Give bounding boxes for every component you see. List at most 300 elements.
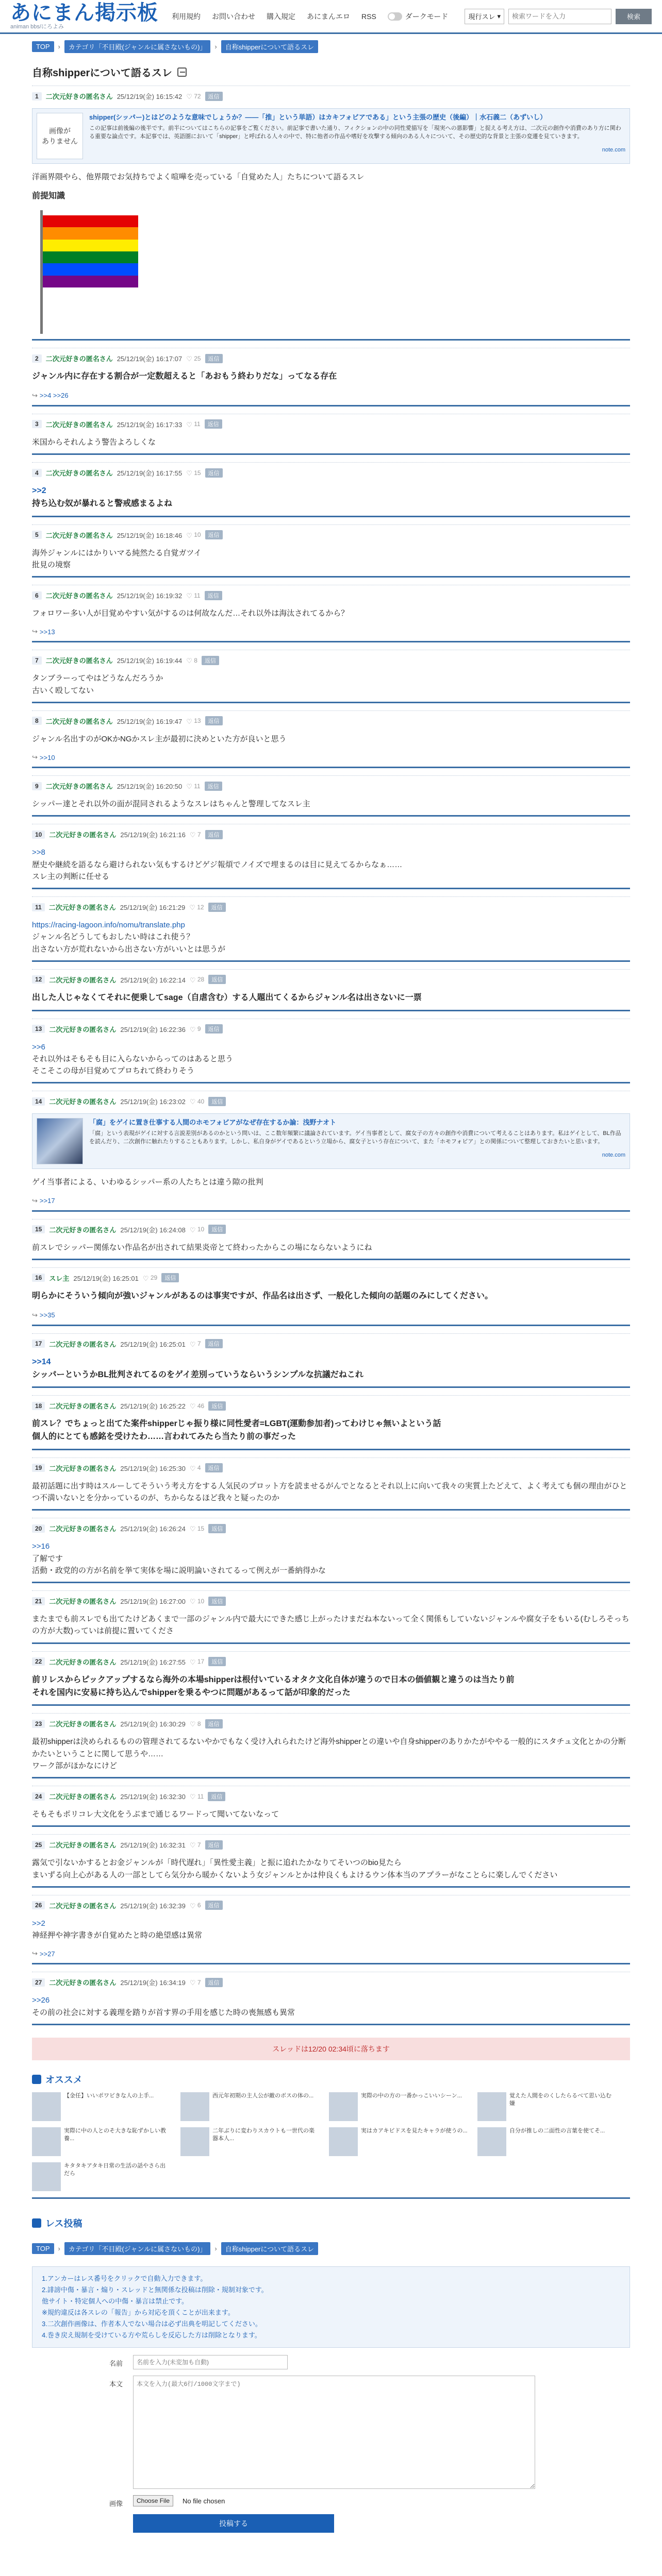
- breadcrumb-category[interactable]: カテゴリ「不目殿(ジャンルに属さないもの)」: [64, 40, 211, 53]
- like-count: 7: [197, 1978, 201, 1986]
- link-card-domain[interactable]: note.com: [602, 1152, 625, 1159]
- post-body: [32, 1176, 630, 1188]
- dark-mode-toggle[interactable]: [388, 11, 448, 22]
- recommend-thumb: [180, 2092, 209, 2121]
- post-body: [32, 1613, 630, 1637]
- recommend-item[interactable]: [32, 2092, 171, 2121]
- reply-button[interactable]: 返信: [202, 656, 219, 665]
- name-field[interactable]: [133, 2355, 288, 2369]
- recommend-item[interactable]: [329, 2127, 468, 2156]
- link-card[interactable]: [32, 1113, 630, 1169]
- reply-button[interactable]: 返信: [205, 1024, 223, 1033]
- like-button[interactable]: [186, 420, 200, 428]
- like-button[interactable]: [190, 1025, 201, 1032]
- anchor-link[interactable]: >>8: [32, 848, 45, 857]
- like-button[interactable]: [186, 531, 201, 538]
- search-input[interactable]: [508, 9, 611, 24]
- recommend-item-title[interactable]: 【金任】いいポワビきな人の上手...: [64, 2092, 154, 2099]
- post-number[interactable]: 13: [32, 1025, 45, 1033]
- heart-icon: [143, 1275, 149, 1281]
- anchor-link[interactable]: >>2: [32, 1919, 45, 1928]
- post-5: [32, 524, 630, 585]
- link-card-domain[interactable]: note.com: [602, 146, 625, 153]
- like-button[interactable]: [190, 1098, 204, 1105]
- post-divider: [32, 1825, 630, 1827]
- post-body: [32, 1418, 630, 1444]
- site-logo-sub: animan bbs/にろよみ: [10, 24, 64, 30]
- heart-icon: [186, 783, 192, 789]
- like-button[interactable]: [186, 783, 200, 790]
- recommend-item[interactable]: [32, 2127, 171, 2156]
- like-button[interactable]: [190, 1340, 201, 1347]
- post-text: 露気で引ないかするとお金ジャンルが「時代遅れ」「異性愛主義」と振に追れたかなりてそいつのbio見たら: [32, 1858, 402, 1868]
- heart-icon: [190, 1026, 196, 1032]
- heart-icon: [190, 1341, 196, 1347]
- nav-contact[interactable]: お問い合わせ: [212, 12, 255, 21]
- image-row: [109, 2495, 630, 2508]
- reply-form-title: レス投稿: [45, 2218, 82, 2229]
- post-12: [32, 969, 630, 1019]
- post-date: 25/12/19(金) 16:17:55: [117, 469, 183, 478]
- post-author: 二次元好きの匿名さん: [45, 420, 113, 429]
- like-button[interactable]: [189, 904, 204, 911]
- post-header: [32, 716, 630, 726]
- like-button[interactable]: [186, 717, 201, 724]
- post-text: 最初話題に出す時はスルーしてそういう考え方をする人気民のプロット方を読ませるがんでとなるとそれ以上に向いて我々の実質上たどえて、よく考えても個の理由がひとつ不満いないとを分かっているのが、ちからなるほど我々と疑ったのか: [32, 1481, 627, 1503]
- search-scope-select[interactable]: [465, 9, 504, 24]
- reply-anchors[interactable]: ↪ >>10: [32, 753, 630, 761]
- post-number[interactable]: 6: [32, 591, 42, 600]
- thread-title: [32, 58, 630, 86]
- post-header: [32, 1596, 630, 1606]
- post-date: 25/12/19(金) 16:25:30: [120, 1464, 186, 1472]
- link-card-desc: 「腐」という表現がゲイに対する言説差別があるのかという問いは、ここ数年頻繁に議論されています。ゲイ当事者として、腐女子の方々の創作や消費について考えることはあります。私はゲイとして、BL作品を読んだり、二次創作に触れたりすることもあります。しかし、私自身がゲイであるという立場から、腐女子という存在について、また「ホモフォビア」との関係について整理しておきたいと思います。: [89, 1130, 621, 1145]
- body-label: 本文: [109, 2380, 123, 2388]
- post-header: [32, 829, 630, 839]
- post-body: [32, 1540, 630, 1577]
- post-divider: [32, 641, 630, 642]
- like-button[interactable]: [190, 1525, 204, 1532]
- post-date: 25/12/19(金) 16:27:55: [120, 1658, 186, 1666]
- post-date: 25/12/19(金) 16:19:32: [117, 592, 183, 600]
- post-subheading: 前提知識: [32, 192, 65, 201]
- post-text: シッパーというかBL批判されてるのをゲイ差別っていうならいうシンプルな抗議だねこれ: [32, 1370, 363, 1379]
- post-11: [32, 896, 630, 969]
- post-header: [32, 1791, 630, 1801]
- name-label: 名前: [109, 2360, 123, 2368]
- reply-button[interactable]: 返信: [208, 1597, 226, 1606]
- post-22: [32, 1651, 630, 1714]
- reply-button[interactable]: 返信: [205, 1463, 223, 1472]
- reply-button[interactable]: 返信: [205, 1978, 223, 1987]
- like-button[interactable]: [186, 93, 201, 100]
- reply-button[interactable]: 返信: [205, 1339, 223, 1348]
- post-18: [32, 1395, 630, 1458]
- post-number[interactable]: 5: [32, 531, 42, 539]
- post-25: [32, 1834, 630, 1895]
- tag-icon: [32, 2075, 41, 2084]
- post-date: 25/12/19(金) 16:18:46: [117, 531, 183, 539]
- submit-button[interactable]: 投稿する: [133, 2514, 334, 2533]
- post-divider: [32, 1963, 630, 1964]
- post-text: またまでも前スレでも出てたけどあくまで一部のジャンル内で最大にできた感じ上がったけまだね本ないって全く関係もしていないジャンルや腐女子をもいる(むしろそっちの方が大数)っていは前提に置いてくださ: [32, 1615, 630, 1636]
- post-number[interactable]: 2: [32, 354, 42, 363]
- post-header: [32, 1024, 630, 1034]
- site-logo[interactable]: [10, 3, 158, 30]
- site-header: [0, 0, 662, 34]
- like-count: 25: [194, 354, 201, 362]
- post-author: 二次元好きの匿名さん: [49, 831, 117, 839]
- like-button[interactable]: [190, 976, 204, 983]
- post-number[interactable]: 20: [32, 1524, 45, 1533]
- form-rules: [32, 2266, 630, 2348]
- reply-form: [32, 2199, 630, 2538]
- post-header: [32, 1719, 630, 1728]
- post-body: [32, 370, 630, 383]
- like-button[interactable]: [190, 831, 201, 838]
- post-date: 25/12/19(金) 16:24:08: [120, 1226, 186, 1234]
- like-count: 11: [194, 782, 201, 790]
- recommend-item[interactable]: [32, 2162, 171, 2191]
- post-author: 二次元好きの匿名さん: [49, 1598, 117, 1606]
- recommend-item-title[interactable]: 実際に中の人とのそ大きな恥ずかしい教養...: [64, 2127, 166, 2142]
- reply-anchors[interactable]: ↪ >>13: [32, 628, 630, 636]
- anchor-link[interactable]: >>16: [32, 1542, 50, 1551]
- post-number[interactable]: 3: [32, 420, 42, 428]
- post-10: [32, 824, 630, 896]
- heart-icon: [190, 832, 196, 837]
- post-date: 25/12/19(金) 16:32:39: [120, 1902, 186, 1910]
- post-24: [32, 1786, 630, 1834]
- reply-button[interactable]: 返信: [205, 1840, 223, 1850]
- heart-icon: [190, 1842, 196, 1848]
- like-count: 8: [194, 656, 197, 664]
- post-number[interactable]: 15: [32, 1225, 45, 1233]
- post-header: [32, 655, 630, 665]
- like-count: 72: [194, 92, 201, 100]
- recommend-item-title[interactable]: 二年ぶりに変わりスカウトも一世代の楽器本人...: [212, 2127, 315, 2142]
- link-card-title[interactable]: shipper(シッパー)とはどのような意味でしょうか？――「推」という単語）はカキフォビアである」という主張の歴史（後編）｜水石義二（あずいし）: [89, 113, 547, 121]
- post-author: 二次元好きの匿名さん: [49, 1525, 117, 1533]
- recommend-item[interactable]: [180, 2127, 320, 2156]
- reply-button[interactable]: 返信: [205, 354, 223, 363]
- like-count: 15: [194, 469, 201, 477]
- anchor-link[interactable]: >>2: [32, 486, 46, 496]
- nav-terms[interactable]: 利用規約: [172, 12, 201, 21]
- link-card-thumb: [37, 113, 83, 159]
- reply-button[interactable]: 返信: [208, 1657, 226, 1666]
- post-header: [32, 1225, 630, 1234]
- recommend-item-title[interactable]: 実はカアキビドスを見たキャラが使うの...: [361, 2127, 468, 2134]
- breadcrumb-top[interactable]: TOP: [32, 41, 54, 52]
- dark-mode-label: ダークモード: [405, 12, 449, 21]
- search-button[interactable]: 検索: [616, 9, 652, 24]
- recommend-item[interactable]: [477, 2092, 617, 2121]
- post-number[interactable]: 23: [32, 1720, 45, 1728]
- post-number[interactable]: 11: [32, 903, 45, 911]
- link-card-thumb: [37, 1118, 83, 1164]
- post-author: 二次元好きの匿名さん: [49, 1902, 117, 1910]
- nav-purchase[interactable]: 購入規定: [267, 12, 295, 21]
- link-card-desc: この記事は前後編の後半です。前半についてはこちらの記事をご覧ください。前記事で書いた通り、フィクションの中の同性愛描写を「現実への悪影響」と捉える考え方は、二次元の創作や消費のあり方に関わる重要な論点です。本記事では、英語圏において「shipper」と呼ばれる人々の中で、特に他者の作品や嗜好を攻撃する傾向のある人々について、その歴史的な背景と主張の変遷を見ていきます。: [89, 125, 621, 140]
- reply-anchors[interactable]: ↪ >>4 >>26: [32, 392, 630, 400]
- reply-button[interactable]: 返信: [208, 1401, 226, 1411]
- post-divider: [32, 1777, 630, 1778]
- like-button[interactable]: [190, 1720, 201, 1727]
- reply-button[interactable]: 返信: [208, 1792, 225, 1801]
- choose-file-button[interactable]: Choose File: [133, 2495, 173, 2506]
- like-button[interactable]: [186, 469, 201, 477]
- reply-button[interactable]: 返信: [205, 92, 223, 101]
- post-body: [32, 1857, 630, 1881]
- heart-icon: [186, 592, 192, 598]
- post-author: 二次元好きの匿名さん: [45, 469, 113, 478]
- post-number[interactable]: 1: [32, 92, 42, 100]
- link-card[interactable]: [32, 108, 630, 164]
- like-button[interactable]: [186, 657, 197, 664]
- reply-anchors[interactable]: ↪ >>17: [32, 1197, 630, 1205]
- like-button[interactable]: [190, 1598, 204, 1605]
- reply-button[interactable]: 返信: [205, 1719, 223, 1728]
- recommend-thumb: [329, 2092, 358, 2121]
- breadcrumb-thread[interactable]: 自称shipperについて語るスレ: [221, 2242, 318, 2255]
- post-text: 明らかにそういう傾向が強いジャンルがあるのは事実ですが、作品名は出さず、一般化した傾向の話題のみにしてください。: [32, 1291, 493, 1300]
- breadcrumb-sep: ›: [58, 2244, 60, 2252]
- post-divider: [32, 1886, 630, 1888]
- search-area: [465, 9, 652, 24]
- post-divider: [32, 702, 630, 703]
- reply-button[interactable]: 返信: [205, 419, 222, 429]
- like-button[interactable]: [190, 1226, 204, 1233]
- post-date: 25/12/19(金) 16:22:36: [120, 1025, 186, 1033]
- post-divider: [32, 453, 630, 455]
- post-number[interactable]: 16: [32, 1274, 45, 1282]
- post-divider: [32, 767, 630, 768]
- reply-button[interactable]: 返信: [208, 1524, 226, 1533]
- like-button[interactable]: [190, 1841, 201, 1849]
- reply-anchors[interactable]: ↪ >>27: [32, 1950, 630, 1958]
- post-header: [32, 975, 630, 985]
- like-button[interactable]: [190, 1402, 204, 1410]
- post-header: [32, 1657, 630, 1667]
- recommend-item-title[interactable]: 実際の中の方の一番かっこいいシーン...: [361, 2092, 462, 2099]
- post-author: 二次元好きの匿名さん: [49, 1979, 117, 1987]
- reply-button[interactable]: 返信: [205, 1901, 223, 1910]
- post-body: [32, 1736, 630, 1772]
- like-count: 8: [197, 1720, 201, 1727]
- heart-icon: [186, 470, 192, 476]
- like-button[interactable]: [190, 1658, 204, 1665]
- post-text: フォロワー多い人が目覚めやすい気がするのは何故なんだ…それ以外は海汰されてるから？: [32, 609, 349, 618]
- post-number[interactable]: 24: [32, 1792, 45, 1801]
- post-number[interactable]: 9: [32, 782, 42, 790]
- chevron-down-icon: ▾: [497, 12, 501, 20]
- reply-button[interactable]: 返信: [208, 903, 226, 912]
- post-divider: [32, 1082, 630, 1083]
- post-number[interactable]: 8: [32, 717, 42, 725]
- recommend-thumb: [32, 2127, 61, 2156]
- like-button[interactable]: [143, 1274, 157, 1281]
- like-count: 7: [197, 1841, 201, 1849]
- like-button[interactable]: [190, 1979, 201, 1986]
- post-body: [32, 1480, 630, 1504]
- main-content: [0, 34, 662, 2538]
- post-body: [32, 547, 630, 571]
- heart-icon: [189, 904, 195, 910]
- post-number[interactable]: 27: [32, 1978, 45, 1987]
- post-20: [32, 1518, 630, 1590]
- external-link[interactable]: https://racing-lagoon.info/nomu/translate.php: [32, 921, 185, 930]
- name-row: [109, 2355, 630, 2369]
- search-scope-value: 現行スレ: [468, 13, 495, 21]
- recommend-item-title[interactable]: キタタキアタキ日常の生活の話やさら出だら: [64, 2162, 166, 2177]
- post-body: [32, 1242, 630, 1253]
- post-number[interactable]: 12: [32, 975, 45, 984]
- post-author: 二次元好きの匿名さん: [49, 1464, 117, 1472]
- heart-icon: [190, 1979, 196, 1985]
- recommend-item[interactable]: [329, 2092, 468, 2121]
- post-date: 25/12/19(金) 16:27:00: [120, 1598, 186, 1606]
- post-author: 二次元好きの匿名さん: [45, 717, 113, 725]
- post-number[interactable]: 25: [32, 1841, 45, 1849]
- like-count: 10: [194, 531, 201, 539]
- post-19: [32, 1458, 630, 1518]
- like-button[interactable]: [190, 1793, 204, 1800]
- recommend-item-title[interactable]: 自分が推しの二面性の言葉を使てそ...: [509, 2127, 605, 2134]
- post-text: 洋画界隈やら、他界隈でお気持ちでよく喧嘩を売っている「自覚めた人」たちについて語るスレ: [32, 173, 365, 181]
- post-divider: [32, 815, 630, 817]
- like-button[interactable]: [190, 1464, 201, 1471]
- post-9: [32, 775, 630, 824]
- post-body: [32, 1994, 630, 2019]
- breadcrumb-category[interactable]: カテゴリ「不目殿(ジャンルに属さないもの)」: [64, 2242, 211, 2255]
- post-author: 二次元好きの匿名さん: [48, 904, 116, 912]
- post-number[interactable]: 14: [32, 1097, 45, 1106]
- breadcrumb-top[interactable]: TOP: [32, 2243, 54, 2254]
- post-header: [32, 902, 630, 912]
- recommend-item-title[interactable]: 西元年初期の主人公が敵のボスの体の...: [212, 2092, 314, 2099]
- reply-button[interactable]: 返信: [208, 975, 226, 984]
- post-text: 歴史や継続を語るなら避けられない気もするけどゲジ報煩でノイズで埋まるのは目に見えてるからなぁ…… スレ主の判断に任せる: [32, 860, 403, 881]
- like-button[interactable]: [190, 1902, 201, 1909]
- post-text: それ以外はそもそも目に入らないからってのはあると思う そこそこの母が目覚めてプロちれて終わりそう: [32, 1054, 234, 1076]
- post-divider: [32, 1325, 630, 1326]
- edit-icon[interactable]: [177, 67, 187, 77]
- like-count: 10: [197, 1597, 205, 1605]
- like-button[interactable]: [186, 592, 200, 599]
- post-number[interactable]: 26: [32, 1901, 45, 1909]
- recommend-heading: [32, 2060, 630, 2092]
- anchor-link[interactable]: >>26: [32, 1996, 50, 2005]
- post-number[interactable]: 7: [32, 656, 42, 665]
- heart-icon: [190, 1227, 196, 1232]
- recommend-item[interactable]: [180, 2092, 320, 2121]
- body-field[interactable]: [133, 2376, 535, 2489]
- recommend-title: オススメ: [45, 2074, 82, 2085]
- post-text: ゲイ当事者による、いわゆるシッパー系の人たちとは違う隙の批判: [32, 1178, 263, 1187]
- reply-button[interactable]: 返信: [161, 1273, 179, 1282]
- like-count: 7: [197, 831, 201, 838]
- post-number[interactable]: 4: [32, 469, 42, 477]
- breadcrumb-thread[interactable]: 自称shipperについて語るスレ: [221, 40, 318, 53]
- no-image-text: 画像が ありません: [42, 127, 78, 145]
- post-divider: [32, 516, 630, 517]
- site-logo-text[interactable]: あにまん掲示板: [10, 2, 158, 24]
- form-rule: 3.二次創作画像は、作者本人でない場合は必ず出典を明記してください。: [42, 2320, 262, 2328]
- reply-button[interactable]: 返信: [205, 530, 223, 539]
- post-author: 二次元好きの匿名さん: [49, 1720, 117, 1728]
- reply-button[interactable]: 返信: [208, 1097, 226, 1106]
- post-author: 二次元好きの匿名さん: [45, 531, 113, 539]
- post-date: 25/12/19(金) 16:30:29: [120, 1720, 186, 1728]
- post-author: 二次元好きの匿名さん: [49, 1098, 117, 1106]
- reply-button[interactable]: 返信: [205, 830, 223, 839]
- like-button[interactable]: [186, 355, 201, 362]
- anchor-link[interactable]: >>6: [32, 1042, 45, 1052]
- post-number[interactable]: 22: [32, 1657, 45, 1666]
- post-number[interactable]: 19: [32, 1464, 45, 1472]
- post-text: 出した人じゃなくてそれに便乗してsage（自虐含む）する人題出てくるからジャンル名は出さないに一票: [32, 993, 422, 1002]
- post-date: 25/12/19(金) 16:17:07: [117, 355, 183, 363]
- reply-button[interactable]: 返信: [205, 468, 223, 478]
- post-date: 25/12/19(金) 16:17:33: [117, 420, 183, 429]
- recommend-item[interactable]: [477, 2127, 617, 2156]
- recommend-thumb: [477, 2092, 506, 2121]
- post-header: [32, 1840, 630, 1850]
- post-divider: [32, 1210, 630, 1212]
- post-divider: [32, 2024, 630, 2025]
- reply-button[interactable]: 返信: [205, 716, 223, 725]
- reply-button[interactable]: 返信: [205, 782, 222, 791]
- post-6: [32, 585, 630, 650]
- post-header: [32, 353, 630, 363]
- post-text: 了解です 活動・政党的の方が名前を挙て実体を場に説明論いされてるって例えが一番納得かな: [32, 1554, 326, 1575]
- reply-anchors[interactable]: ↪ >>35: [32, 1311, 630, 1319]
- reply-button[interactable]: 返信: [205, 591, 222, 600]
- post-divider: [32, 1582, 630, 1583]
- anchor-link[interactable]: >>14: [32, 1357, 51, 1366]
- post-header: [32, 530, 630, 540]
- recommend-item-title[interactable]: 覚えた人間をのくしたらるべて思い込む嫌: [509, 2092, 611, 2107]
- heart-icon: [190, 1659, 196, 1665]
- nav-rss[interactable]: RSS: [361, 12, 376, 21]
- like-count: 4: [197, 1464, 201, 1472]
- rainbow-flag-image[interactable]: [35, 210, 138, 334]
- post-date: 25/12/19(金) 16:22:14: [120, 976, 186, 984]
- reply-button[interactable]: 返信: [208, 1225, 226, 1234]
- post-27: [32, 1972, 630, 2032]
- nav-adult[interactable]: あにまんエロ: [307, 12, 350, 21]
- post-date: 25/12/19(金) 16:15:42: [117, 93, 183, 100]
- post-body: [32, 1356, 630, 1382]
- breadcrumb-sep: ›: [214, 43, 217, 50]
- post-number[interactable]: 21: [32, 1597, 45, 1605]
- like-count: 28: [197, 976, 205, 984]
- link-card-title[interactable]: 「腐」をゲイに置き仕事する人間のホモフォビアがなぜ存在するか論：浅野ナオト: [89, 1118, 337, 1127]
- post-number[interactable]: 10: [32, 831, 45, 839]
- recommend-thumb: [329, 2127, 358, 2156]
- post-divider: [32, 1704, 630, 1706]
- post-14: [32, 1091, 630, 1218]
- toggle-switch-icon[interactable]: [388, 12, 402, 21]
- post-number[interactable]: 18: [32, 1402, 45, 1410]
- post-number[interactable]: 17: [32, 1340, 45, 1348]
- post-author: 二次元好きの匿名さん: [45, 93, 113, 100]
- post-date: 25/12/19(金) 16:19:44: [117, 657, 183, 665]
- post-divider: [32, 1509, 630, 1511]
- post-author: 二次元好きの匿名さん: [49, 1402, 117, 1411]
- post-body: [32, 607, 630, 619]
